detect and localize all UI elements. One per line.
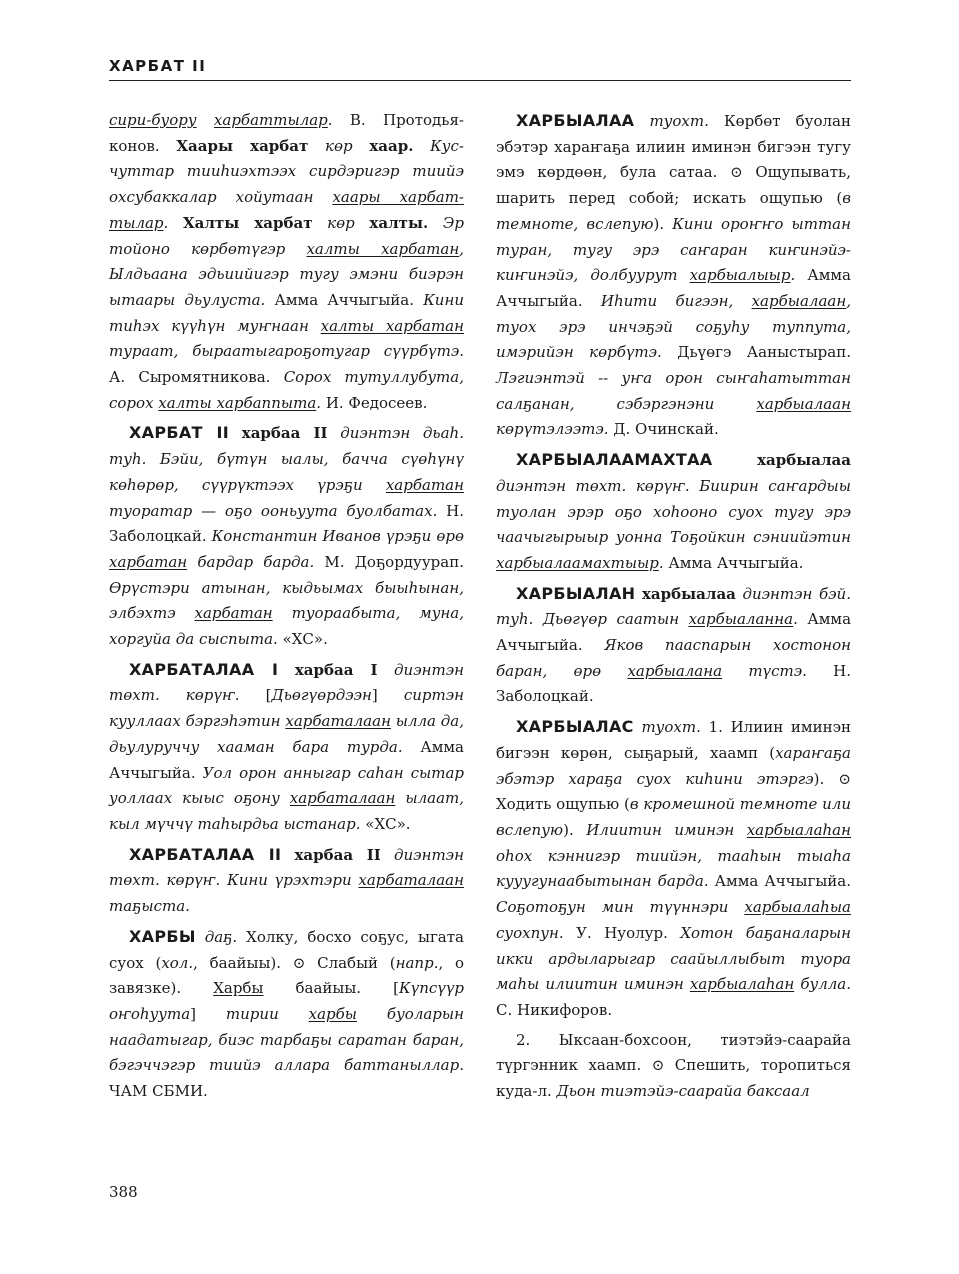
headword: ХАРБЫАЛААМАХТАА [516,450,713,470]
running-header [109,56,851,81]
circle-dot-icon: ⊙ [292,953,306,972]
headword: ХАРБАТАЛАА I [129,659,279,679]
headword: ХАРБЫАЛАА [516,111,635,130]
headword: ХАРБЫАЛАС [516,717,634,737]
left-column [109,108,464,1105]
running-header-title: ХАРБАТ II [109,57,207,75]
entry-kharbatalaa-2: ХАРБАТАЛАА II харбаа II диэнтэн төхт. көрүҥ. Кини үрэхтэри харбаталаан таҕыста. [109,844,464,916]
circle-dot-icon: ⊙ [838,769,851,788]
headword: ХАРБАТАЛАА II [129,844,282,864]
right-column [496,108,851,1105]
entry-kharby: ХАРБЫ даҕ. Холку, босхо соҕус, ыгата суох (хол., баайыы). ⊙ Слабый (напр., о завязке). Харбы баайыы. [Күпсүүр оҥоһуута] тирии харбы буоларын наадатыгар, биэс тарбаҕы саратан баран, бэгэччэгэр тиийэ аллара баттаныллар. ЧАМ СБМИ. [109,926,465,1101]
entry-kharbyalaa: ХАРБЫАЛАА туохт. Көрбөт буолан эбэтэр хараҥаҕа илиин иминэн бигээн тугу эмэ көрдөөн, була сатаа. ⊙ Ощупывать, шарить перед собой; искать ощупью (в темноте, вслепую). Кини ороҥҥо ыттан туран, тугу эрэ саҥаран киҥинэйэ-киҥинэйэ, долбуурут харбыалыыр. Амма Аччыгыйа. Иһити бигээн, харбыалаан, туох эрэ инчэҕэй соҕуһу туппута, имэрийэн көрбүтэ. Дьүөгэ Ааныстырап. Лэгиэнтэй -- уҥа орон сыҥаһатыттан салҕанан, сэбэргэнэни харбыалаан көрүтэлээтэ. Д. Очинскай. [496,111,851,439]
page-number: 388 [109,1183,138,1201]
headword: ХАРБЫ [129,926,196,946]
entry-kharbat-continued: сири-буору харбаттылар. В. Протодьяконов. Хаары харбат көр хаар. Кусчуттар тииһиэхтээх сирдэригэр тиийэ охсубаккалар хойутаан хаары харбаттылар. Халты харбат көр халты. Эр тойоно көрбөтүгэр халты харбатан, Ылдьаана эдьиийигэр тугу эмэни биэрэн ытаары дьулуста. Амма Аччыгыйа. Кини тиһэх күүһүн муҥнаан халты харбатан тураат, быраатыгароҕотугар сүүрбүтэ. А. Сыромятникова. Сорох тутуллубута, сорох халты харбаппыта. И. Федосеев. [109,111,464,412]
circle-dot-icon: ⊙ [730,163,743,182]
entry-kharbyalan: ХАРБЫАЛАН харбыалаа диэнтэн бэй. туһ. Дьөгүөр саатын харбыаланна. Амма Аччыгыйа. Яков пааспарын хостонон баран, өрө харбыалана түстэ. Н. Заболоцкай. [496,583,852,706]
entry-kharbyalas: ХАРБЫАЛАС туохт. 1. Илиин иминэн бигээн көрөн, сыҕарый, хаамп (хараҥаҕа эбэтэр хараҕа суох киһини этэргэ). ⊙ Ходить ощупью (в кромешной темноте или вслепую). Илиитин иминэн харбыалаһан оһох кэннигэр тиийэн, тааһын тыаһа кууугунаабытынан барда. Амма Аччыгыйа. Соҕотоҕун мин түүннэри харбыалаһыа суохпун. У. Нуолур. Хотон баҕаналарын икки ардыларыгар саайыллыбыт туора маһы илиитин иминэн харбыалаһан булла. С. Никифоров. [496,717,852,1019]
entry-kharbat-2: ХАРБАТ II харбаа II диэнтэн дьаһ. туһ. Бэйи, бүтүн ыалы, бачча сүөһүнү көһөрөр, сүүрүктээх үрэҕи харбатан туоратар — оҕо ооньуута буолбатах. Н. Заболоцкай. Константин Иванов үрэҕи өрө харбатан бардар барда. М. Доҕордуурап. Өрүстэри атынан, кыдьымах быыһынан, элбэхтэ харбатан туораабыта, муна, хоргуйа да сыспыта. «ХС». [109,423,464,649]
headword: ХАРБЫАЛАН [516,583,636,603]
circle-dot-icon: ⊙ [651,1056,665,1075]
entry-kharbatalaa-1: ХАРБАТАЛАА I харбаа I диэнтэн төхт. көрүҥ. [Дьөгүөрдээн] сиртэн кууллаах бэргэһэтин харбаталаан ылла да, дьулуруччу хааман бара турда. Амма Аччыгыйа. Уол орон анныгар саһан сытар уоллаах кыыс оҕону харбаталаан ылаат, кыл мүччү таһырдьа ыстанар. «ХС». [109,659,465,833]
headword: ХАРБАТ II [129,423,230,443]
entry-kharbyalaamakhtaa: ХАРБЫАЛААМАХТАА харбыалаа диэнтэн төхт. көрүҥ. Биирин саҥардыы туолан эрэр оҕо хоһооно суох тугу эрэ чаачыгырыыр уонна Тоҕойкин сэниийэтин харбыалаамахтыыр. Амма Аччыгыйа. [496,450,851,572]
entry-kharbyalas-sense-2: 2. Ыксаан-бохсоон, тиэтэйэ-саарайа түргэнник хаамп. ⊙ Спешить, торопиться куда-л. Дьон тиэтэйэ-саарайа баксаал [496,1030,851,1101]
